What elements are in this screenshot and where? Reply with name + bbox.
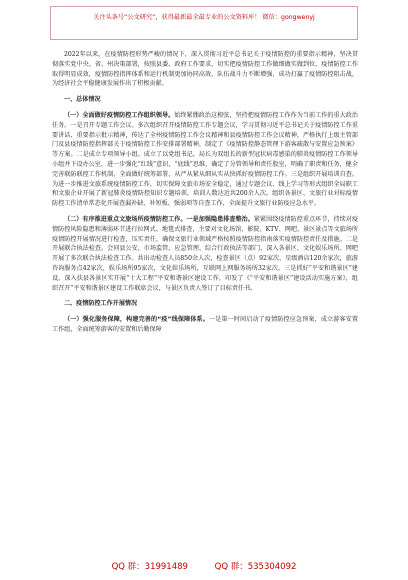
paragraph-1 [52, 111, 358, 209]
section-2-heading: 二、疫情防控工作开展情况 [64, 300, 138, 308]
paragraph-2-lead: （二）有序推进重点文旅场所疫情防控工作。一是加强隐患排查整治。 [64, 215, 254, 223]
paragraph-1-lead: （一）全面做好疫情防控工作组织领导。 [64, 111, 175, 119]
footer-contact [0, 560, 408, 572]
promo-banner [50, 6, 358, 40]
intro-paragraph: 2022年以来，在疫情防控形势严峻的情况下，深入贯彻习近平总书记关于疫情防控的重要指示精神，坚决贯彻落实党中央、省、州决策部署，按照县委、政府工作要求，切实把疫情防控工作做细做实做到位，疫情防控工作取得明显成效，疫情防控指挥体系和运行机制更加协同高效，队伍战斗力不断增强，成功打赢了疫情防控阻击战，为经济社会平稳健康发展作出了积极贡献。 [52, 51, 358, 88]
paragraph-3-body: 一是第一时间启动了疫情防控应急预案，成立游客安置工作组，全面统筹游客的安置和后勤保障 [52, 316, 358, 333]
promo-banner-text: 关注头条号“公文研究”，获得最新最全最专业的公文资料库！ 微信：gongwenyj [93, 14, 315, 21]
footer-qq-group-1: QQ 群：31991489 [111, 562, 188, 572]
paragraph-3-lead: （一）强化服务保障，构建完善的“疫”线保障体系。 [64, 316, 209, 324]
paragraph-1-body: 始终紧绷政治这根弦，坚持把疫情防控工作作为当前工作的重大政治任务。一是召开专题工作会议。多次组织召开疫情防控工作专题会议，学习贯彻习近平总书记关于疫情防控工作重要讲话、重要指示批示精神，传达了全州疫情防控工作会议精神和县疫情防控工作会议精神，严格执行上级主管部门及县疫情防控指挥部关于疫情防控工作安排部署精神，制定了《疫情防控静态管理下游客疏散与安置应急预案》等方案。二是成立专项领导小组。成立了以党组书记、局长为双组长的新型冠状病毒感染的肺炎疫情防控工作领导小组并下设办公室，进一步强化“红线”意识、“底线”思维，确定了分管领导和责任股室，明确了职责和任务，健全完善联防联控工作机制，全面做好统筹部署，从严从紧从细从实从快抓好疫情防控工作。三是组织开展培训自查。为进一步推进文旅系统疫情防控工作，切实保障文旅市场安全稳定，通过专题会议、线上学习等形式组织全局职工和文旅企业开展了新冠肺炎疫情防控知识专题培训，培训人数达近共200余人次。组织各景区、文旅行业对标疫情防控工作清单常态化开展查漏补缺、补短板、强弱项等自查工作，全面提升文旅行业防疫应急水平。 [52, 111, 359, 208]
section-1-heading: 一、总体情况 [64, 96, 101, 104]
footer-qq-group-2: QQ 群：535304092 [214, 562, 297, 572]
paragraph-2-body: 紧紧围绕疫情防控重点环节，持续对疫情防控风险隐患和薄弱环节进行拉网式、地毯式排查，主要对文化场馆、影院、KTV、网吧、景区景点等文旅场所疫情防控开展情况进行检查，压实责任，确保文旅行业领域严格按照疫情防控指南落实疫情防控责任及措施。二是开展联合执法检查。会同县公安、市场监管、应急管理、综合行政执法等部门，深入各景区、文化娱乐场所、网吧开展了多次联合执法检查工作。共出动检查人员850余人次，检查景区（点）92家次、星级酒店120余家次，旅游咨询服务点42家次，娱乐场所95家次，文化娱乐场所，互联网上网服务场所32家次。三是抓好“平安和谐景区”建设。深入扶县各景区实开展“十大工程”平安和谐景区建设工作，印发了《“平安和谐景区”建设活动实施方案》，组织召开“平安和谐景区建设工作联席会议，与景区负责人签订了目标责任书。 [52, 215, 359, 292]
document-body [52, 50, 358, 335]
paragraph-3 [52, 315, 358, 335]
paragraph-2 [52, 215, 358, 293]
